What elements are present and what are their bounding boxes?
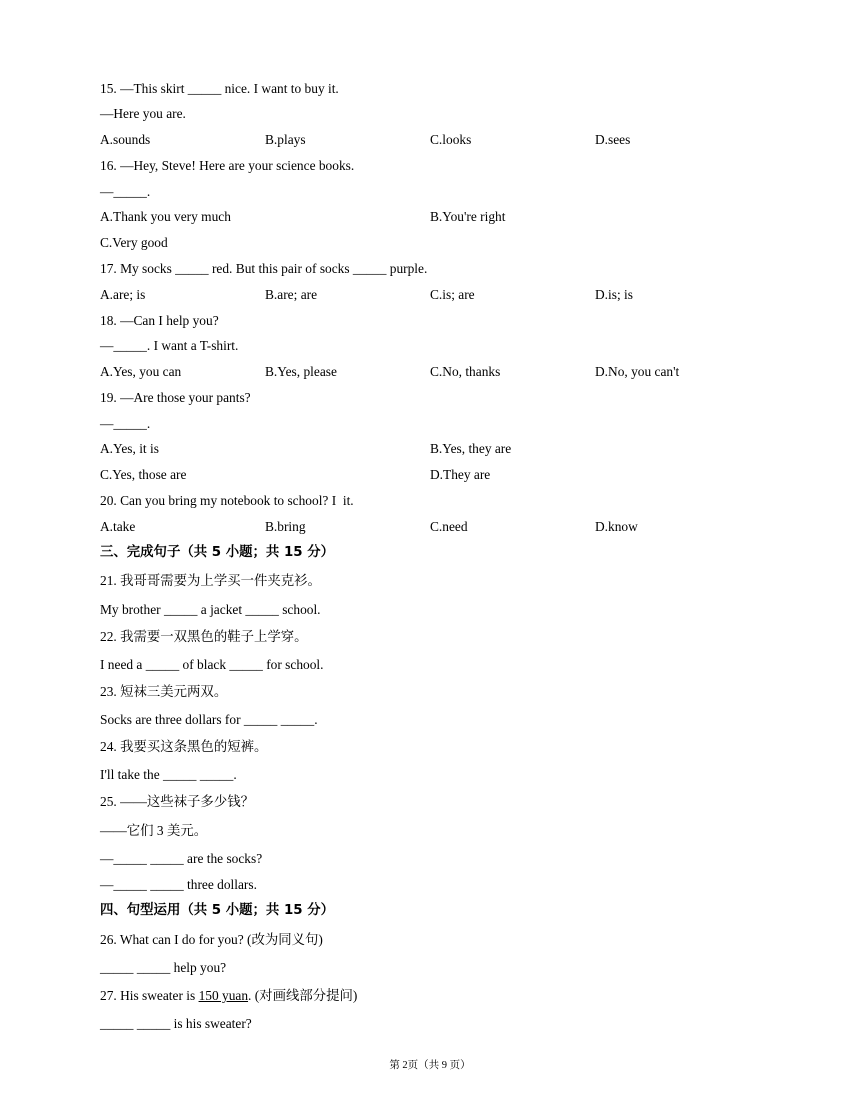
- q26-stem: 26. What can I do for you? (改为同义句): [100, 932, 323, 947]
- q18-option-d: D.No, you can't: [595, 364, 680, 379]
- q15-option-d: D.sees: [595, 132, 631, 147]
- q16-option-c: C.Very good: [100, 235, 168, 250]
- q27-stem-pre: 27. His sweater is: [100, 988, 199, 1003]
- q19-stem: 19. —Are those your pants?: [100, 390, 251, 405]
- q27-underlined-part: 150 yuan: [198, 988, 249, 1003]
- q23-english: Socks are three dollars for _____ _____.: [100, 712, 318, 727]
- q15-option-a: A.sounds: [100, 132, 151, 147]
- q19-option-d: D.They are: [430, 467, 491, 482]
- q15-stem: 15. —This skirt _____ nice. I want to buy it.: [100, 81, 339, 96]
- q17-option-d: D.is; is: [595, 287, 633, 302]
- q17-stem: 17. My socks _____ red. But this pair of socks _____ purple.: [100, 261, 428, 276]
- q27-stem: [100, 988, 357, 1004]
- section3-heading: 三、完成句子（共 5 小题；共 15 分）: [100, 545, 335, 560]
- q16-option-b: B.You're right: [430, 209, 506, 224]
- q15-reply: —Here you are.: [100, 106, 186, 121]
- q19-option-c: C.Yes, those are: [100, 467, 187, 482]
- q25-english-answer: —_____ _____ three dollars.: [100, 877, 257, 892]
- section4-heading: 四、句型运用（共 5 小题；共 15 分）: [100, 903, 335, 918]
- q27-stem-post: . (对画线部分提问): [248, 988, 358, 1003]
- q17-option-c: C.is; are: [430, 287, 475, 302]
- q16-reply: —_____.: [100, 184, 151, 199]
- q18-option-b: B.Yes, please: [265, 364, 337, 379]
- q15-option-c: C.looks: [430, 132, 472, 147]
- q20-option-d: D.know: [595, 519, 638, 534]
- q15-option-b: B.plays: [265, 132, 306, 147]
- q20-option-a: A.take: [100, 519, 136, 534]
- q26-answer: _____ _____ help you?: [100, 960, 227, 975]
- q23-chinese: 23. 短袜三美元两双。: [100, 684, 228, 699]
- q20-option-b: B.bring: [265, 519, 306, 534]
- q18-option-c: C.No, thanks: [430, 364, 501, 379]
- q22-chinese: 22. 我需要一双黑色的鞋子上学穿。: [100, 629, 308, 644]
- q18-reply: —_____. I want a T-shirt.: [100, 338, 239, 353]
- q18-option-a: A.Yes, you can: [100, 364, 182, 379]
- q17-option-a: A.are; is: [100, 287, 146, 302]
- q16-stem: 16. —Hey, Steve! Here are your science books.: [100, 158, 355, 173]
- q25-chinese-question: 25. ——这些袜子多少钱？: [100, 794, 254, 809]
- q24-english: I'll take the _____ _____.: [100, 767, 237, 782]
- q19-option-b: B.Yes, they are: [430, 441, 512, 456]
- q22-english: I need a _____ of black _____ for school.: [100, 657, 324, 672]
- q18-stem: 18. —Can I help you?: [100, 313, 219, 328]
- q21-chinese: 21. 我哥哥需要为上学买一件夹克衫。: [100, 573, 321, 588]
- q27-answer: _____ _____ is his sweater?: [100, 1016, 252, 1031]
- q24-chinese: 24. 我要买这条黑色的短裤。: [100, 739, 268, 754]
- q25-chinese-answer: ——它们 3 美元。: [100, 823, 208, 838]
- q25-english-question: —_____ _____ are the socks?: [100, 851, 263, 866]
- q19-reply: —_____.: [100, 416, 151, 431]
- q21-english: My brother _____ a jacket _____ school.: [100, 602, 321, 617]
- q20-option-c: C.need: [430, 519, 468, 534]
- q17-option-b: B.are; are: [265, 287, 318, 302]
- page-footer: 第 2页（共 9 页）: [389, 1060, 471, 1071]
- q19-option-a: A.Yes, it is: [100, 441, 159, 456]
- q16-option-a: A.Thank you very much: [100, 209, 231, 224]
- q20-stem: 20. Can you bring my notebook to school? I it.: [100, 493, 354, 508]
